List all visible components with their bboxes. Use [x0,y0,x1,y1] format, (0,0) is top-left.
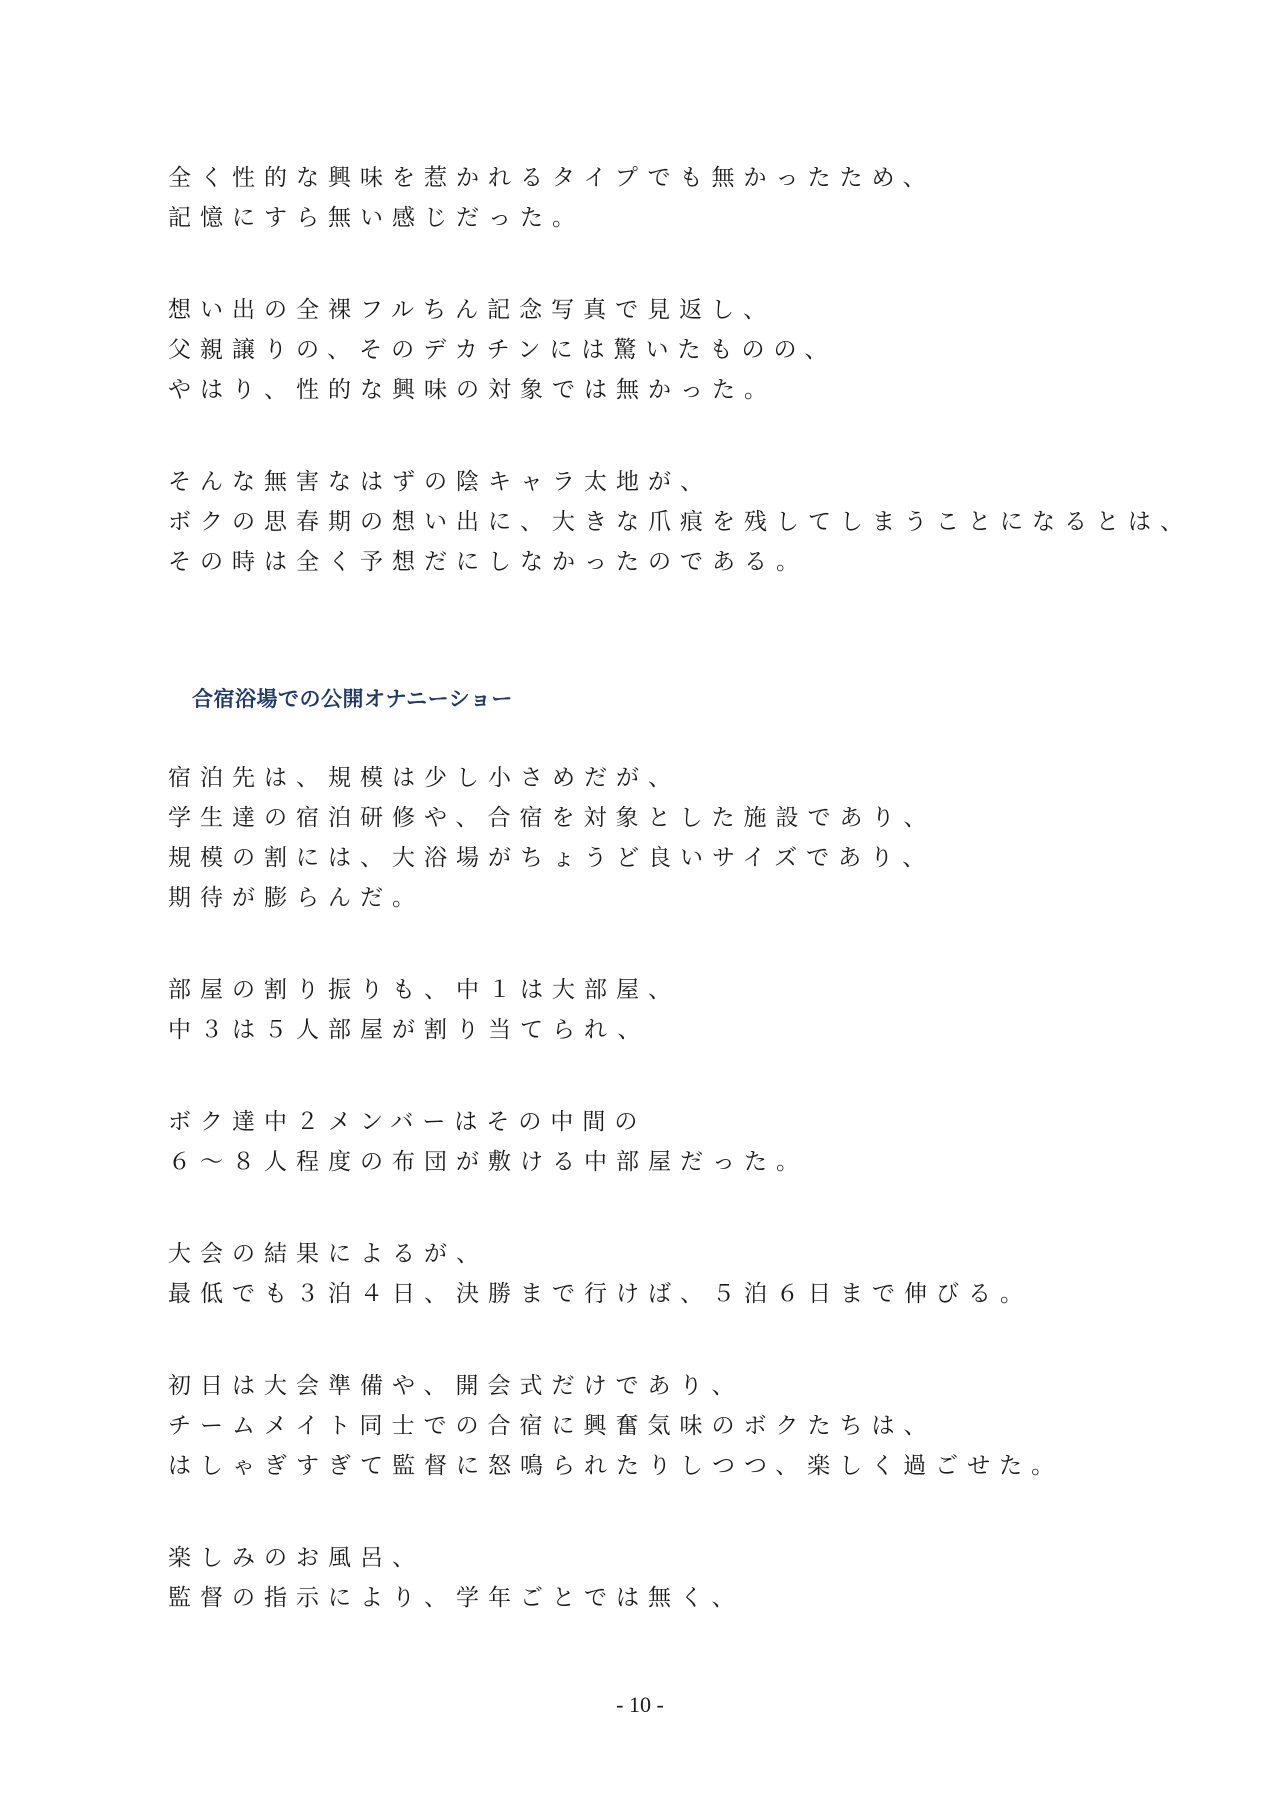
text-line: 部屋の割り振りも、中１は大部屋、 [168,977,680,1003]
text-line: 監督の指示により、学年ごとでは無く、 [168,1585,744,1611]
text-line: はしゃぎすぎて監督に怒鳴られたりしつつ、楽しく過ごせた。 [168,1453,1064,1479]
text-line: ６～８人程度の布団が敷ける中部屋だった。 [168,1149,808,1175]
text-line: 最低でも３泊４日、決勝まで行けば、５泊６日まで伸びる。 [168,1281,1032,1307]
paragraph [168,290,1168,410]
text-line: 記憶にすら無い感じだった。 [168,205,584,231]
text-line: 期待が膨らんだ。 [168,885,424,911]
text-line: 初日は大会準備や、開会式だけであり、 [168,1373,744,1399]
text-line: ボク達中２メンバーはその中間の [168,1109,647,1135]
text-line: 中３は５人部屋が割り当てられ、 [168,1017,650,1043]
text-line: やはり、性的な興味の対象では無かった。 [168,377,776,403]
page-number: - 10 - [616,1692,664,1717]
text-line: 学生達の宿泊研修や、合宿を対象とした施設であり、 [168,805,936,831]
text-line: そんな無害なはずの陰キャラ太地が、 [168,469,712,495]
paragraph [168,1366,1168,1486]
paragraph [168,970,1168,1050]
section-intro [168,158,1192,582]
paragraph [168,1234,1168,1314]
text-line: 父親譲りの、そのデカチンには驚いたものの、 [168,337,837,363]
text-line: 全く性的な興味を惹かれるタイプでも無かったため、 [168,165,935,191]
text-line: 規模の割には、大浴場がちょうど良いサイズであり、 [168,845,935,871]
paragraph [168,1102,1168,1182]
text-line: 宿泊先は、規模は少し小さめだが、 [168,765,680,791]
text-line: 想い出の全裸フルちん記念写真で見返し、 [168,297,776,323]
paragraph [168,158,1168,238]
text-line: 大会の結果によるが、 [168,1241,488,1267]
text-line: その時は全く予想だにしなかったのである。 [168,549,808,575]
paragraph [168,758,1168,918]
paragraph [168,462,1192,582]
text-line: チームメイト同士での合宿に興奮気味のボクたちは、 [168,1413,936,1439]
paragraph [168,1538,1168,1618]
text-line: 楽しみのお風呂、 [168,1545,424,1571]
text-line: ボクの思春期の想い出に、大きな爪痕を残してしまうことになるとは、 [168,509,1192,535]
section-heading: 合宿浴場での公開オナニーショー [192,687,513,711]
section-camp [168,758,1168,1618]
